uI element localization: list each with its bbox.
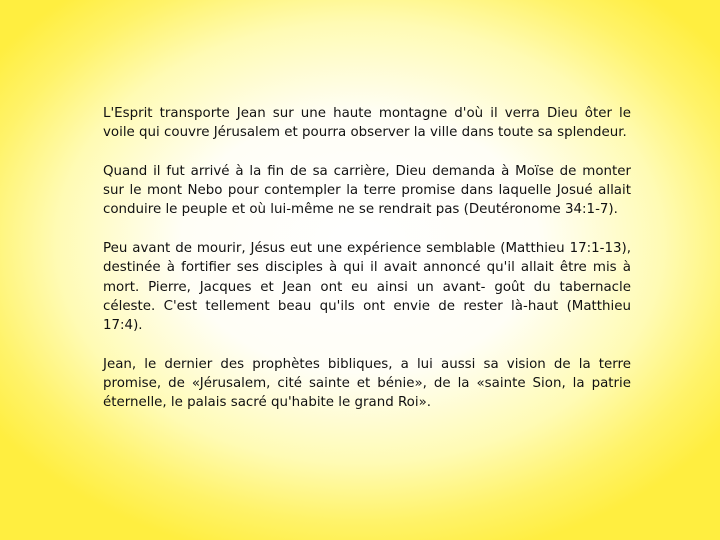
paragraph-1: L'Esprit transporte Jean sur une haute montagne d'où il verra Dieu ôter le voile qui couvre Jérusalem et pourra observer la ville dans toute sa splendeur. bbox=[103, 106, 631, 141]
slide-text-block bbox=[103, 104, 631, 432]
paragraph-4: Jean, le dernier des prophètes bibliques, a lui aussi sa vision de la terre promise, de «Jérusalem, cité sainte et bénie», de la «sainte Sion, la patrie éternelle, le palais sacré qu'habite le grand Roi». bbox=[103, 356, 631, 411]
paragraph-2: Quand il fut arrivé à la fin de sa carrière, Dieu demanda à Moïse de monter sur le mont Nebo pour contempler la terre promise dans laquelle Josué allait conduire le peuple et où lui-même ne se rendrait pas (Deutéronome 34:1-7). bbox=[103, 163, 631, 218]
paragraph-3: Peu avant de mourir, Jésus eut une expérience semblable (Matthieu 17:1-13), destinée à fortifier ses disciples à qui il avait annoncé qu'il allait être mis à mort. Pierre, Jacques et Jean ont eu ainsi un avant- goût du tabernacle céleste. C'est tellement beau qu'ils ont envie de rester là-haut (Matthieu 17:4). bbox=[103, 241, 631, 334]
